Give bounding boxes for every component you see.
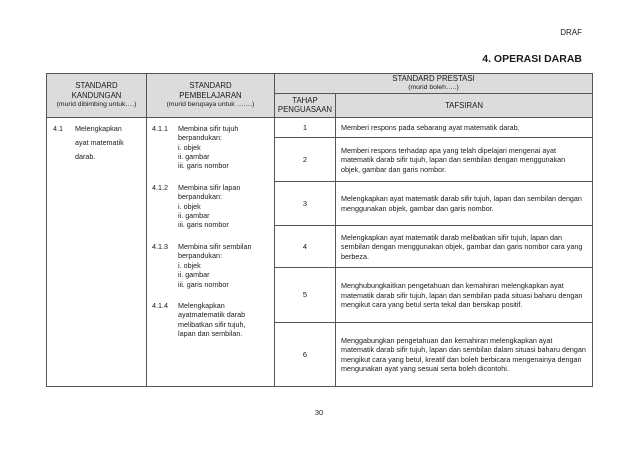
standard-kandungan-cell: 4.1 Melengkapkan ayat matematik darab.: [47, 117, 147, 386]
header-tafsiran: TAFSIRAN: [336, 93, 593, 117]
page-number: 30: [314, 408, 324, 417]
header-tahap-penguasaan: TAHAP PENGUASAAN: [275, 93, 336, 117]
curriculum-table: [46, 73, 593, 387]
level-description: Melengkapkan ayat matematik darab melibatkan sifir tujuh, lapan dan sembilan dengan menggunakan objek, gambar dan garis nombor cara yang berbeza.: [336, 225, 593, 267]
header-standard-kandungan: STANDARD KANDUNGAN (murid dibimbing untuk….): [47, 74, 147, 118]
level-number: 3: [275, 181, 336, 225]
sp-item: 4.1.4 Melengkapkan ayatmatematik darab melibatkan sifir tujuh, lapan dan sembilan.: [152, 300, 246, 339]
level-description: Melengkapkan ayat matematik darab sifir tujuh, lapan dan sembilan dengan menggunakan objek, gambar dan garis nombor.: [336, 181, 593, 225]
sp-item: 4.1.3 Membina sifir sembilan berpandukan: i. objek ii. gambar iii. garis nombor: [152, 241, 252, 289]
level-number: 4: [275, 225, 336, 267]
sp-item: 4.1.1 Membina sifir tujuh berpandukan: i. objek ii. gambar iii. garis nombor: [152, 123, 239, 171]
level-number: 6: [275, 322, 336, 386]
level-description: Menghubungkaitkan pengetahuan dan kemahiran melengkapkan ayat matematik darab sifir tujuh, lapan dan sembilan pada situasi baharu dengan mengikut cara yang betul serta tekal dan bersikap positif.: [336, 267, 593, 322]
header-standard-prestasi: STANDARD PRESTASI (murid boleh…..): [275, 74, 593, 94]
sk-number: 4.1: [53, 123, 63, 133]
sp-item: 4.1.2 Membina sifir lapan berpandukan: i. objek ii. gambar iii. garis nombor: [152, 182, 241, 230]
standard-pembelajaran-cell: [147, 117, 275, 386]
level-number: 2: [275, 137, 336, 181]
draft-label: DRAF: [560, 28, 582, 37]
level-number: 1: [275, 117, 336, 137]
level-description: Menggabungkan pengetahuan dan kemahiran melengkapkan ayat matematik darab sifir tujuh, lapan dan sembilan dalam situasi baharu dengan mengikut cara yang betul, kreatif dan boleh berbicara mengenainya dengan mengunakan ayat yang sesuai serta boleh dicontohi.: [336, 322, 593, 386]
level-description: Memberi respons pada sebarang ayat matematik darab.: [336, 117, 593, 137]
header-standard-pembelajaran: STANDARD PEMBELAJARAN (murid berupaya untuk …….): [147, 74, 275, 118]
level-description: Memberi respons terhadap apa yang telah dipelajari mengenai ayat matematik darab sifir tujuh, lapan dan sembilan dengan menggunakan objek, gambar dan garis nombor.: [336, 137, 593, 181]
level-number: 5: [275, 267, 336, 322]
page-title: 4. OPERASI DARAB: [482, 53, 582, 65]
